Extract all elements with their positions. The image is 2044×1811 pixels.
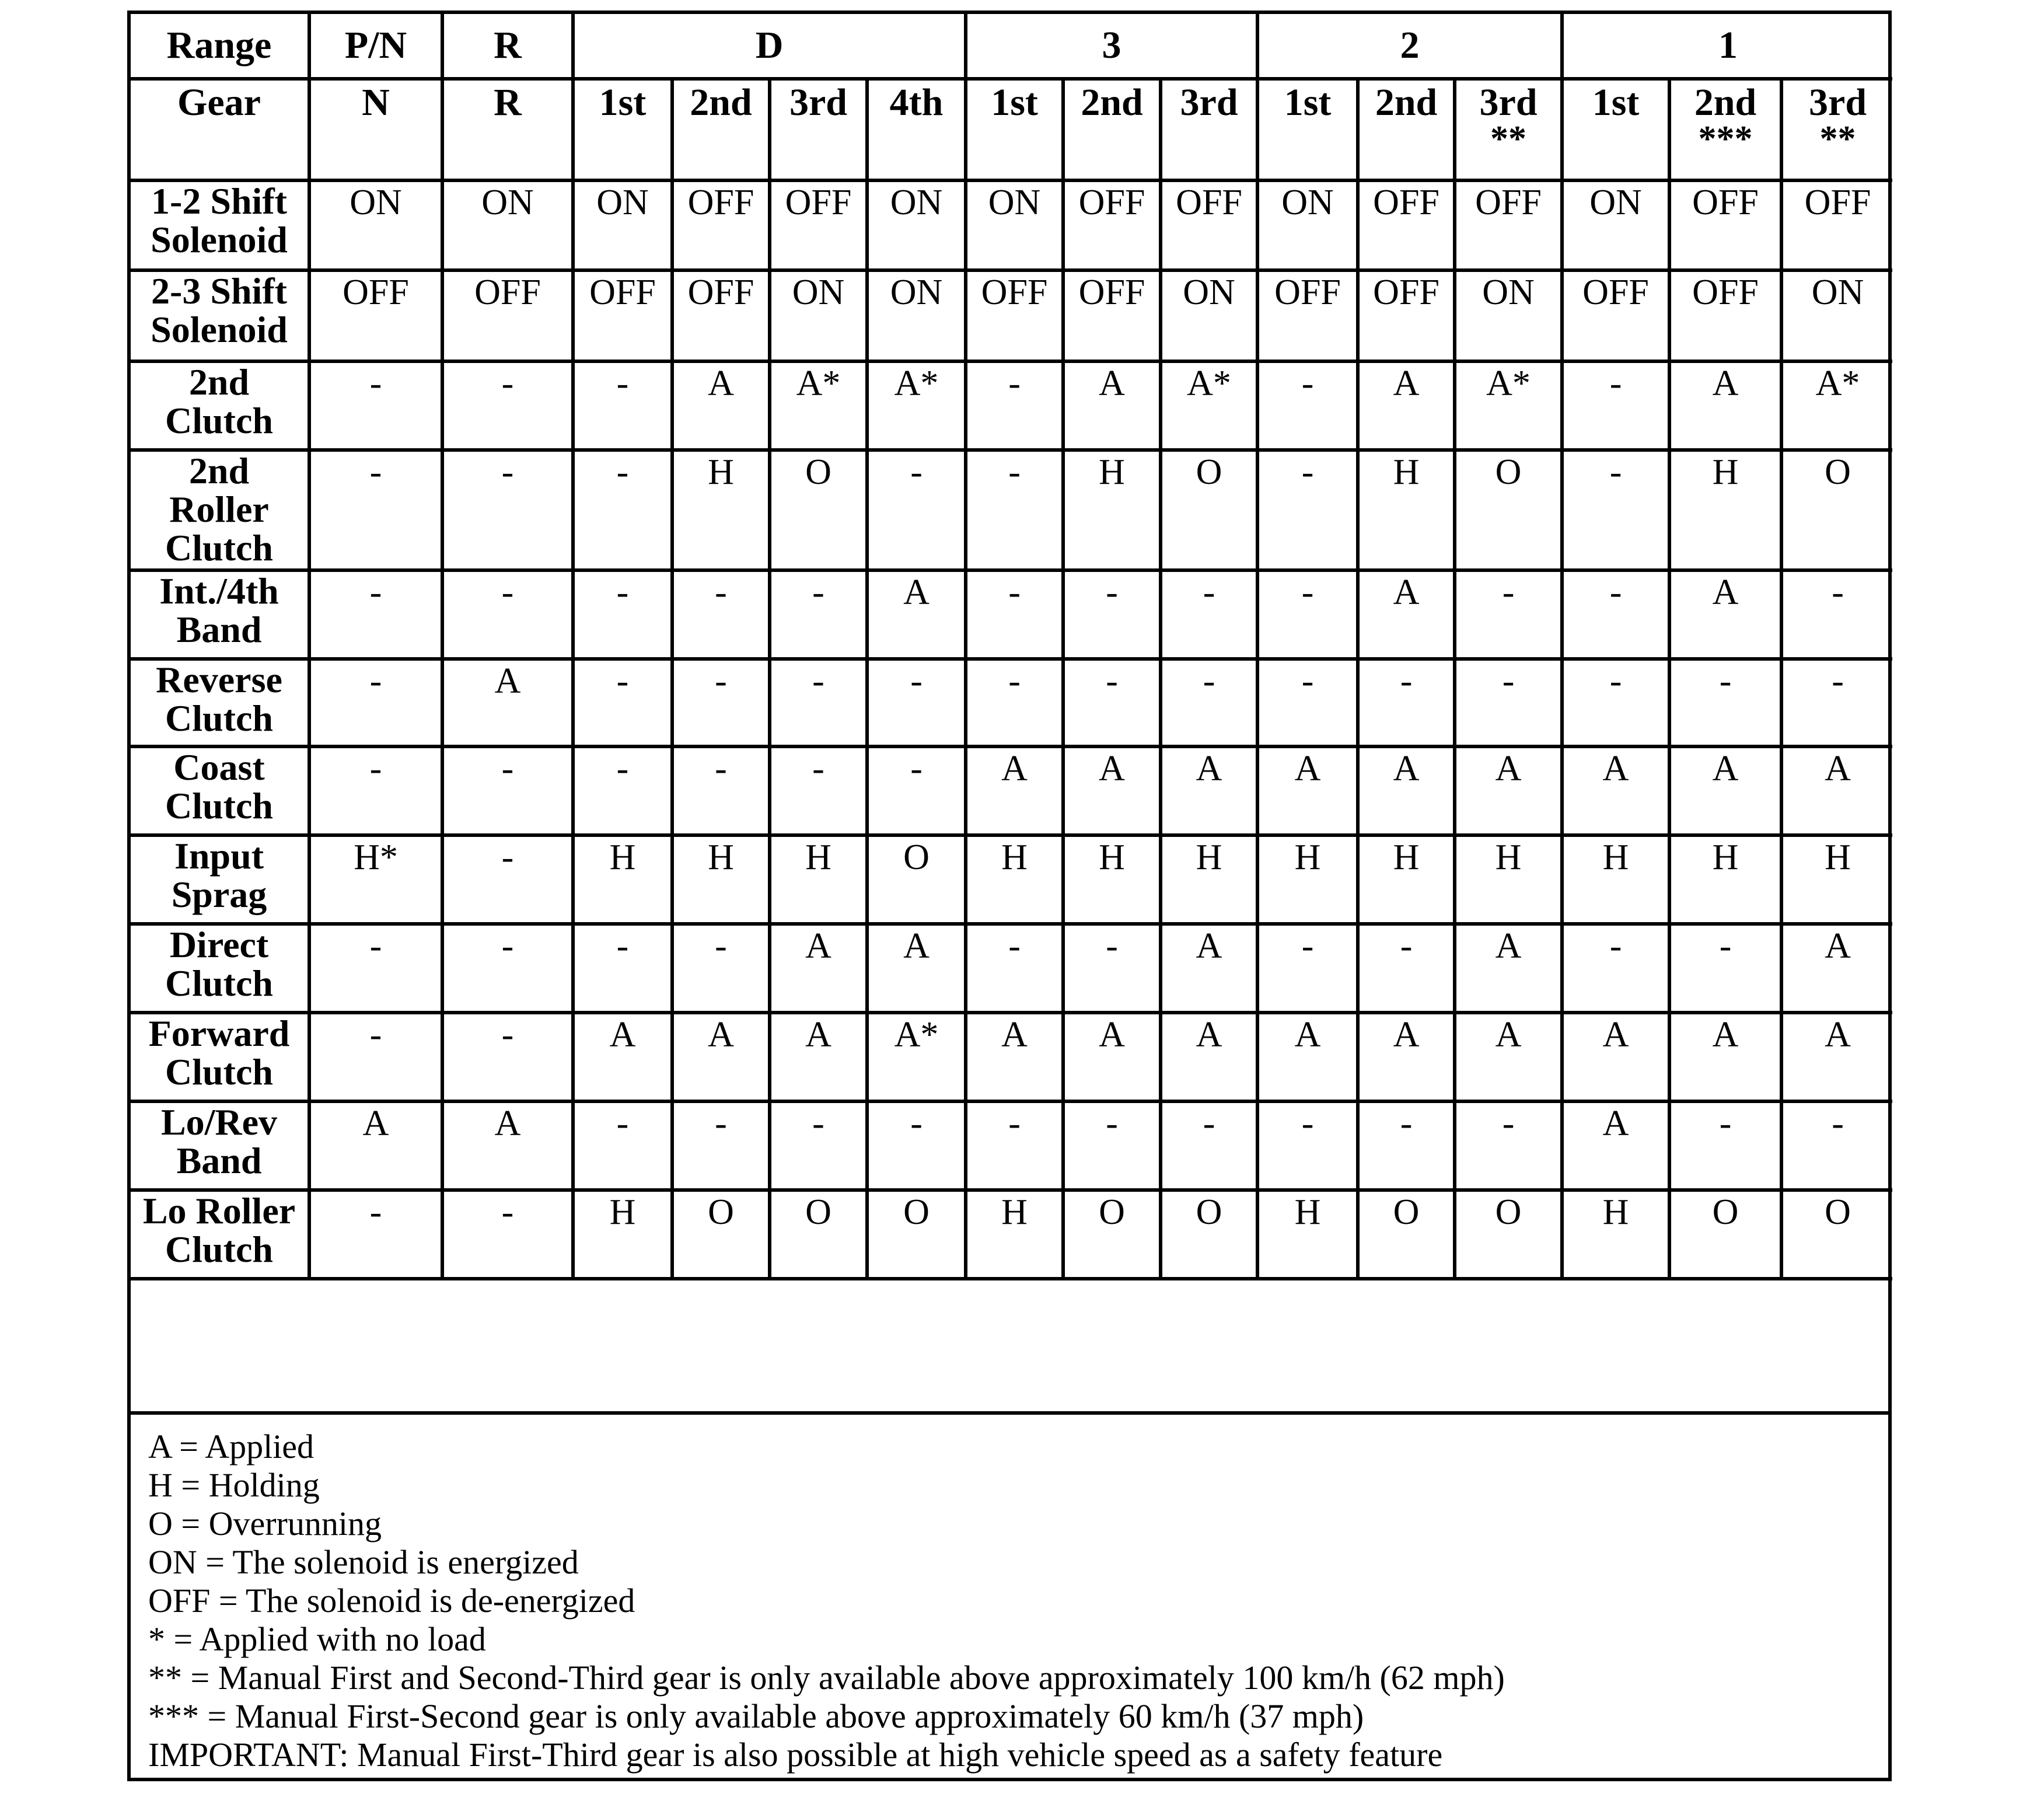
state-cell: OFF — [573, 270, 672, 361]
state-cell: - — [1063, 1101, 1161, 1190]
gear-label-text: 2nd — [690, 81, 752, 124]
legend-line: OFF = The solenoid is de-energized — [148, 1582, 635, 1620]
state-cell: H — [966, 835, 1063, 924]
gear-footnote-mark: *** — [1698, 119, 1753, 159]
state-cell: - — [1562, 450, 1669, 570]
state-cell: - — [966, 659, 1063, 746]
state-cell: A — [1669, 1013, 1781, 1101]
gear-header-cell — [573, 79, 672, 180]
state-cell: H — [1161, 835, 1257, 924]
legend-line: A = Applied — [148, 1428, 315, 1465]
gear-header-cell — [309, 79, 442, 180]
range-label: Range — [131, 14, 309, 79]
state-cell: ON — [442, 180, 573, 270]
state-cell: OFF — [1669, 270, 1781, 361]
state-cell: ON — [1257, 180, 1358, 270]
state-cell: - — [1161, 1101, 1257, 1190]
state-cell: - — [1257, 1101, 1358, 1190]
table-row — [131, 570, 1892, 659]
shift-chart — [127, 11, 1892, 1781]
gear-header-cell — [770, 79, 867, 180]
state-cell: O — [1781, 1190, 1892, 1279]
legend-line: * = Applied with no load — [148, 1620, 486, 1658]
state-cell: - — [867, 659, 966, 746]
state-cell: - — [966, 361, 1063, 450]
state-cell: - — [1257, 924, 1358, 1013]
gear-footnote-mark: ** — [1490, 119, 1527, 159]
gear-label-text: 3rd — [1180, 81, 1238, 124]
state-cell: - — [1358, 924, 1455, 1013]
state-cell: A* — [770, 361, 867, 450]
state-cell: A* — [1455, 361, 1562, 450]
gear-label-text: R — [494, 81, 522, 124]
state-cell: A — [1562, 1013, 1669, 1101]
component-name: Int./4th Band — [131, 570, 309, 659]
state-cell: A — [770, 924, 867, 1013]
state-cell: - — [672, 1101, 770, 1190]
state-cell: - — [1455, 659, 1562, 746]
state-cell: A — [1781, 1013, 1892, 1101]
state-cell: OFF — [442, 270, 573, 361]
state-cell: O — [1063, 1190, 1161, 1279]
state-cell: - — [442, 835, 573, 924]
table-row — [131, 746, 1892, 835]
state-cell: A* — [867, 1013, 966, 1101]
state-cell: OFF — [672, 180, 770, 270]
legend-line: ON = The solenoid is energized — [148, 1543, 579, 1581]
gear-header-cell — [1161, 79, 1257, 180]
state-cell: OFF — [1358, 270, 1455, 361]
state-cell: A — [1455, 924, 1562, 1013]
state-cell: - — [309, 659, 442, 746]
state-cell: - — [1562, 361, 1669, 450]
gear-label-text: 1st — [1284, 81, 1332, 124]
state-cell: A — [442, 1101, 573, 1190]
table-row — [131, 270, 1892, 361]
state-cell: - — [1063, 924, 1161, 1013]
state-cell: - — [1161, 570, 1257, 659]
table-row — [131, 924, 1892, 1013]
state-cell: OFF — [1257, 270, 1358, 361]
state-cell: H — [1455, 835, 1562, 924]
state-cell: - — [1562, 659, 1669, 746]
state-cell: O — [1781, 450, 1892, 570]
component-name: Input Sprag — [131, 835, 309, 924]
state-cell: ON — [309, 180, 442, 270]
range-header-cell: 2 — [1257, 14, 1562, 79]
state-cell: A — [1161, 1013, 1257, 1101]
state-cell: - — [1063, 570, 1161, 659]
range-header-row — [131, 14, 1892, 79]
gear-label-text: 1st — [991, 81, 1038, 124]
state-cell: - — [1161, 659, 1257, 746]
state-cell: - — [442, 924, 573, 1013]
state-cell: OFF — [1562, 270, 1669, 361]
state-cell: OFF — [1669, 180, 1781, 270]
state-cell: A — [1257, 746, 1358, 835]
state-cell: - — [309, 1190, 442, 1279]
state-cell: A — [573, 1013, 672, 1101]
state-cell: H — [672, 835, 770, 924]
state-cell: - — [672, 570, 770, 659]
state-cell: - — [442, 450, 573, 570]
state-cell: - — [672, 924, 770, 1013]
state-cell: A — [1358, 1013, 1455, 1101]
state-cell: A — [309, 1101, 442, 1190]
state-cell: A* — [1161, 361, 1257, 450]
gear-label-text: 2nd — [1375, 81, 1438, 124]
state-cell: - — [1669, 659, 1781, 746]
state-cell: ON — [1781, 270, 1892, 361]
state-cell: O — [770, 1190, 867, 1279]
state-cell: ON — [867, 180, 966, 270]
state-cell: H — [1063, 835, 1161, 924]
state-cell: A — [672, 1013, 770, 1101]
state-cell: ON — [1455, 270, 1562, 361]
state-cell: O — [1161, 1190, 1257, 1279]
state-cell: O — [1455, 450, 1562, 570]
state-cell: A — [1781, 924, 1892, 1013]
state-cell: H — [1358, 450, 1455, 570]
state-cell: - — [309, 361, 442, 450]
state-cell: - — [770, 659, 867, 746]
state-cell: OFF — [1358, 180, 1455, 270]
state-cell: A — [1455, 746, 1562, 835]
state-cell: A — [1063, 361, 1161, 450]
state-cell: - — [1562, 924, 1669, 1013]
range-header-cell: 3 — [966, 14, 1257, 79]
state-cell: O — [770, 450, 867, 570]
state-cell: O — [672, 1190, 770, 1279]
state-cell: - — [966, 924, 1063, 1013]
gear-header-cell — [1669, 79, 1781, 180]
gear-label-text: 1st — [599, 81, 647, 124]
state-cell: - — [309, 1013, 442, 1101]
table-row — [131, 450, 1892, 570]
state-cell: ON — [1161, 270, 1257, 361]
state-cell: - — [442, 570, 573, 659]
state-cell: A — [1669, 361, 1781, 450]
state-cell: A — [1455, 1013, 1562, 1101]
state-cell: H — [1669, 835, 1781, 924]
state-cell: A* — [1781, 361, 1892, 450]
state-cell: A — [1358, 361, 1455, 450]
state-cell: OFF — [1063, 270, 1161, 361]
state-cell: H — [1257, 1190, 1358, 1279]
gear-label-text: 1st — [1592, 81, 1640, 124]
state-cell: H — [1781, 835, 1892, 924]
state-cell: OFF — [1161, 180, 1257, 270]
state-cell: - — [867, 450, 966, 570]
gear-footnote-mark: ** — [1819, 119, 1856, 159]
legend — [131, 1411, 1888, 1778]
gear-header-cell — [1562, 79, 1669, 180]
gear-header-cell — [966, 79, 1063, 180]
state-cell: - — [309, 570, 442, 659]
state-cell: OFF — [672, 270, 770, 361]
range-header-cell: R — [442, 14, 573, 79]
state-cell: - — [1455, 570, 1562, 659]
state-cell: OFF — [770, 180, 867, 270]
state-cell: A — [867, 570, 966, 659]
state-cell: H — [966, 1190, 1063, 1279]
state-cell: H — [1358, 835, 1455, 924]
gear-label-text: N — [362, 81, 390, 124]
state-cell: - — [1455, 1101, 1562, 1190]
state-cell: H — [770, 835, 867, 924]
state-cell: - — [442, 361, 573, 450]
state-cell: - — [672, 746, 770, 835]
legend-line: *** = Manual First-Second gear is only available above approximately 60 km/h (37 mph) — [148, 1697, 1364, 1735]
table-row — [131, 1101, 1892, 1190]
component-name: Coast Clutch — [131, 746, 309, 835]
table-row — [131, 361, 1892, 450]
legend-line: ** = Manual First and Second-Third gear is only available above approximately 100 km/h (62 mph) — [148, 1659, 1505, 1697]
apply-chart-table — [131, 14, 1892, 1280]
state-cell: A — [1063, 746, 1161, 835]
state-cell: H* — [309, 835, 442, 924]
state-cell: O — [1358, 1190, 1455, 1279]
range-header-cell: D — [573, 14, 966, 79]
gear-header-cell — [1358, 79, 1455, 180]
state-cell: A — [1257, 1013, 1358, 1101]
range-header-cell: P/N — [309, 14, 442, 79]
state-cell: - — [867, 746, 966, 835]
component-name: Lo Roller Clutch — [131, 1190, 309, 1279]
state-cell: - — [1781, 1101, 1892, 1190]
state-cell: - — [966, 1101, 1063, 1190]
state-cell: - — [1257, 659, 1358, 746]
state-cell: A — [1063, 1013, 1161, 1101]
state-cell: OFF — [309, 270, 442, 361]
legend-line: IMPORTANT: Manual First-Third gear is also possible at high vehicle speed as a safety feature — [148, 1736, 1443, 1774]
gear-header-cell — [1781, 79, 1892, 180]
state-cell: A — [1781, 746, 1892, 835]
state-cell: - — [573, 746, 672, 835]
gear-header-cell — [1257, 79, 1358, 180]
gear-label-text: 3rd — [1479, 81, 1538, 124]
gear-header-cell — [672, 79, 770, 180]
state-cell: - — [1358, 659, 1455, 746]
state-cell: OFF — [966, 270, 1063, 361]
state-cell: - — [442, 1013, 573, 1101]
component-name: Lo/Rev Band — [131, 1101, 309, 1190]
state-cell: A — [1562, 746, 1669, 835]
state-cell: - — [442, 746, 573, 835]
state-cell: - — [966, 570, 1063, 659]
state-cell: - — [770, 570, 867, 659]
state-cell: - — [309, 746, 442, 835]
state-cell: A — [1161, 924, 1257, 1013]
state-cell: - — [309, 450, 442, 570]
state-cell: O — [867, 835, 966, 924]
state-cell: A — [672, 361, 770, 450]
legend-line: H = Holding — [148, 1466, 320, 1504]
gear-label-text: 2nd — [1694, 81, 1757, 124]
table-row — [131, 1190, 1892, 1279]
state-cell: - — [1063, 659, 1161, 746]
component-name: Reverse Clutch — [131, 659, 309, 746]
state-cell: A — [770, 1013, 867, 1101]
state-cell: A — [966, 1013, 1063, 1101]
state-cell: A — [966, 746, 1063, 835]
state-cell: O — [1455, 1190, 1562, 1279]
state-cell: H — [672, 450, 770, 570]
state-cell: - — [1358, 1101, 1455, 1190]
component-name: Forward Clutch — [131, 1013, 309, 1101]
table-body — [131, 14, 1892, 1279]
state-cell: H — [1562, 1190, 1669, 1279]
state-cell: O — [1161, 450, 1257, 570]
state-cell: - — [966, 450, 1063, 570]
gear-header-cell — [1455, 79, 1562, 180]
state-cell: - — [770, 746, 867, 835]
component-name: 2nd Roller Clutch — [131, 450, 309, 570]
state-cell: - — [1781, 659, 1892, 746]
component-name: 2nd Clutch — [131, 361, 309, 450]
state-cell: OFF — [1781, 180, 1892, 270]
state-cell: H — [1063, 450, 1161, 570]
table-row — [131, 659, 1892, 746]
component-name: 2-3 Shift Solenoid — [131, 270, 309, 361]
state-cell: A — [1669, 570, 1781, 659]
gear-header-row — [131, 79, 1892, 180]
state-cell: A* — [867, 361, 966, 450]
state-cell: - — [1257, 450, 1358, 570]
state-cell: - — [573, 570, 672, 659]
state-cell: ON — [770, 270, 867, 361]
state-cell: - — [573, 450, 672, 570]
state-cell: - — [573, 361, 672, 450]
state-cell: - — [573, 1101, 672, 1190]
state-cell: ON — [867, 270, 966, 361]
state-cell: - — [867, 1101, 966, 1190]
state-cell: OFF — [1455, 180, 1562, 270]
state-cell: - — [1257, 570, 1358, 659]
state-cell: - — [1257, 361, 1358, 450]
state-cell: - — [1669, 1101, 1781, 1190]
state-cell: H — [1562, 835, 1669, 924]
gear-header-cell — [442, 79, 573, 180]
state-cell: - — [1562, 570, 1669, 659]
state-cell: H — [573, 1190, 672, 1279]
state-cell: A — [1161, 746, 1257, 835]
table-row — [131, 1013, 1892, 1101]
state-cell: ON — [966, 180, 1063, 270]
state-cell: O — [1669, 1190, 1781, 1279]
legend-line: O = Overrunning — [148, 1505, 382, 1543]
state-cell: - — [573, 924, 672, 1013]
state-cell: A — [1562, 1101, 1669, 1190]
state-cell: - — [1669, 924, 1781, 1013]
state-cell: A — [1358, 570, 1455, 659]
state-cell: H — [573, 835, 672, 924]
state-cell: A — [442, 659, 573, 746]
state-cell: - — [770, 1101, 867, 1190]
gear-label-text: 3rd — [789, 81, 847, 124]
state-cell: ON — [573, 180, 672, 270]
state-cell: - — [309, 924, 442, 1013]
state-cell: O — [867, 1190, 966, 1279]
gear-label: Gear — [131, 79, 309, 180]
state-cell: - — [442, 1190, 573, 1279]
state-cell: H — [1669, 450, 1781, 570]
state-cell: ON — [1562, 180, 1669, 270]
state-cell: A — [1669, 746, 1781, 835]
state-cell: A — [1358, 746, 1455, 835]
component-name: Direct Clutch — [131, 924, 309, 1013]
gear-header-cell — [1063, 79, 1161, 180]
state-cell: - — [573, 659, 672, 746]
table-row — [131, 835, 1892, 924]
state-cell: - — [1781, 570, 1892, 659]
gear-header-cell — [867, 79, 966, 180]
gear-label-text: 4th — [889, 81, 944, 124]
table-row — [131, 180, 1892, 270]
state-cell: A — [867, 924, 966, 1013]
component-name: 1-2 Shift Solenoid — [131, 180, 309, 270]
state-cell: - — [672, 659, 770, 746]
state-cell: H — [1257, 835, 1358, 924]
range-header-cell: 1 — [1562, 14, 1892, 79]
gear-label-text: 2nd — [1081, 81, 1143, 124]
gear-label-text: 3rd — [1809, 81, 1867, 124]
state-cell: OFF — [1063, 180, 1161, 270]
